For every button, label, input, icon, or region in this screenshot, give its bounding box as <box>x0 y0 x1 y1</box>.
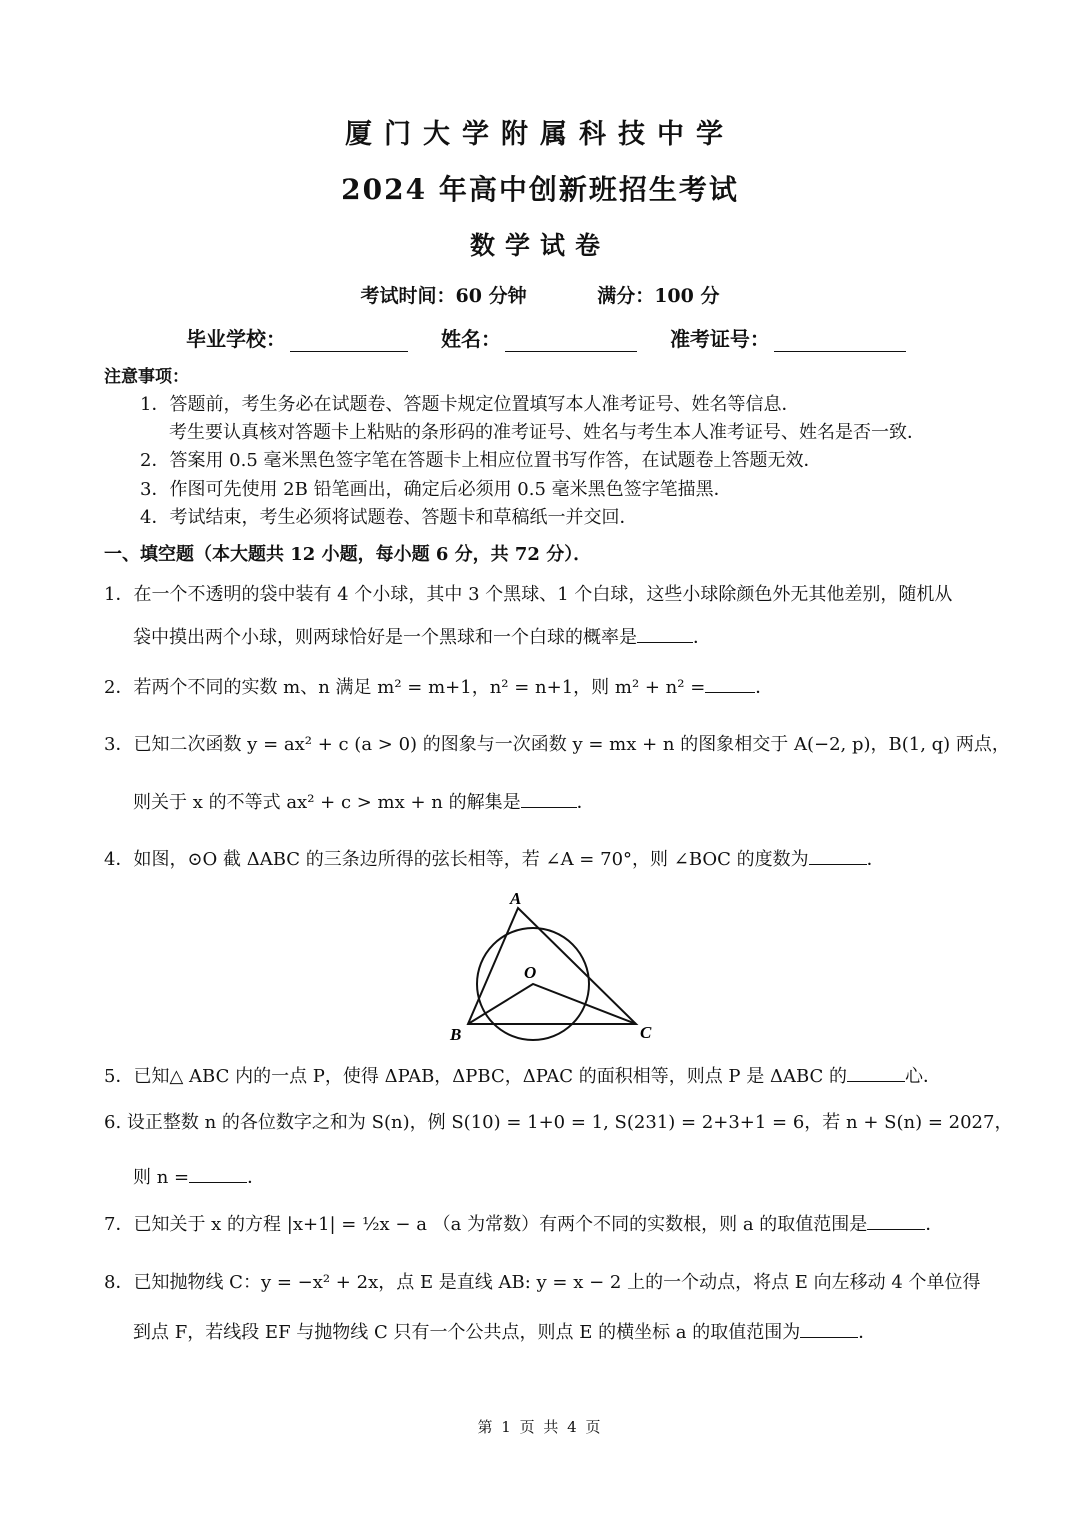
answer-blank-7[interactable] <box>867 1211 925 1230</box>
name-field[interactable] <box>505 329 637 352</box>
question-6-line-2: 则 n = ． <box>133 1163 265 1189</box>
question-7: 7．已知关于 x 的方程 |x+1| = ½x − a （a 为常数）有两个不同的实数根，则 a 的取值范围是 ． <box>104 1210 943 1236</box>
page-number: 第 1 页 共 4 页 <box>477 1418 603 1436</box>
notice-item-1: 1．答题前，考生务必在试题卷、答题卡规定位置填写本人准考证号、姓名等信息． <box>140 394 800 415</box>
label-b: B <box>450 1025 462 1044</box>
paper-title: 数学试卷 <box>469 231 610 260</box>
answer-blank-1[interactable] <box>637 624 693 643</box>
id-field[interactable] <box>774 329 906 352</box>
notice-item-3: 3．作图可先使用 2B 铅笔画出，确定后必须用 0.5 毫米黑色签字笔描黑． <box>140 479 732 500</box>
question-8-line-1: 8．已知抛物线 C：y = −x² + 2x，点 E 是直线 AB: y = x − 2 上的一个动点，将点 E 向左移动 4 个单位得 <box>104 1272 981 1293</box>
question-4: 4．如图，⊙O 截 ΔABC 的三条边所得的弦长相等，若 ∠A = 70°，则 ∠BOC 的度数为 ． <box>104 845 885 871</box>
notice-heading: 注意事项： <box>104 367 189 387</box>
answer-blank-8[interactable] <box>800 1319 858 1338</box>
question-8-line-2: 到点 F，若线段 EF 与抛物线 C 只有一个公共点，则点 E 的横坐标 a 的取值范围为 ． <box>133 1318 876 1344</box>
question-1-line-1: 1．在一个不透明的袋中装有 4 个小球，其中 3 个黑球、1 个白球，这些小球除颜色外无其他差别，随机从 <box>104 584 953 605</box>
id-label: 准考证号： <box>669 327 770 351</box>
exam-time: 考试时间：60 分钟 <box>360 285 527 307</box>
full-score: 满分：100 分 <box>597 285 720 307</box>
name-label: 姓名： <box>440 327 501 351</box>
answer-blank-3[interactable] <box>521 789 577 808</box>
answer-blank-4[interactable] <box>809 846 867 865</box>
question-3-line-2: 则关于 x 的不等式 ax² + c > mx + n 的解集是 ． <box>133 788 595 814</box>
question-1-line-2: 袋中摸出两个小球，则两球恰好是一个黑球和一个白球的概率是 ． <box>133 623 711 649</box>
label-a: A <box>510 889 522 908</box>
exam-meta <box>0 281 1080 308</box>
school-label: 毕业学校： <box>186 327 286 351</box>
notice-item-4: 4．考试结束，考生必须将试题卷、答题卡和草稿纸一并交回． <box>140 507 638 528</box>
notice-item-2: 2．答案用 0.5 毫米黑色签字笔在答题卡上相应位置书写作答，在试题卷上答题无效． <box>140 450 822 471</box>
school-field[interactable] <box>290 329 408 352</box>
triangle-circle-figure <box>440 884 670 1046</box>
question-3-line-1: 3．已知二次函数 y = ax² + c (a > 0) 的图象与一次函数 y = mx + n 的图象相交于 A(−2, p)，B(1, q) 两点， <box>104 734 1010 755</box>
school-title: 厦门大学附属科技中学 <box>345 119 735 150</box>
notice-item-1b: 考生要认真核对答题卡上粘贴的条形码的准考证号、姓名与考生本人准考证号、姓名是否一致． <box>169 422 925 443</box>
question-5: 5．已知△ ABC 内的一点 P，使得 ΔPAB，ΔPBC，ΔPAC 的面积相等，则点 P 是 ΔABC 的 心． <box>104 1062 941 1088</box>
question-2: 2．若两个不同的实数 m、n 满足 m² = m+1，n² = n+1，则 m² + n² = ． <box>104 673 773 699</box>
exam-title: 2024 年高中创新班招生考试 <box>341 173 739 206</box>
label-o: O <box>524 963 537 982</box>
angle-boc-lines <box>468 984 636 1024</box>
section-title: 一、填空题（本大题共 12 小题，每小题 6 分，共 72 分）． <box>104 544 592 565</box>
answer-blank-6[interactable] <box>189 1164 247 1183</box>
triangle-abc <box>468 908 636 1024</box>
answer-blank-5[interactable] <box>847 1063 905 1082</box>
label-c: C <box>640 1023 652 1042</box>
student-fields <box>186 323 926 352</box>
answer-blank-2[interactable] <box>705 674 755 693</box>
question-6-line-1: 6. 设正整数 n 的各位数字之和为 S(n)，例 S(10) = 1+0 = 1, S(231) = 2+3+1 = 6，若 n + S(n) = 2027， <box>104 1112 1013 1133</box>
